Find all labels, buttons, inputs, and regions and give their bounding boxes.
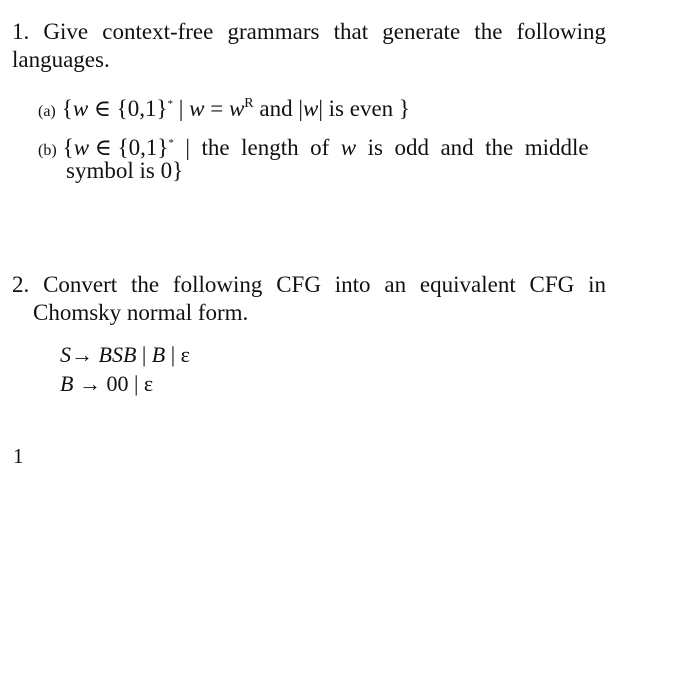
grammar-rule-b: [60, 370, 153, 398]
problem-2-line-2: [33, 299, 248, 327]
part-a-brace: {: [61, 96, 73, 121]
problem-1-line-1: [12, 18, 606, 46]
part-a-var-3: w: [228, 96, 245, 121]
part-a-var: w: [72, 96, 89, 121]
rule-s-alt-1: |: [136, 342, 152, 367]
rule-b-lhs: B: [60, 371, 74, 396]
part-a-eq: =: [204, 96, 229, 121]
rule-s-rhs-2: B: [151, 342, 166, 367]
grammar-rule-s: [60, 341, 190, 369]
rule-s-lhs: S: [60, 342, 71, 367]
part-b-mid: | the length of: [173, 135, 341, 160]
part-a-bar: |: [173, 96, 190, 121]
part-b-var-2: w: [340, 135, 357, 160]
part-b-end: is odd and the middle: [356, 135, 589, 160]
part-a-var-4: w: [302, 96, 319, 121]
part-a-even: | is even }: [318, 96, 410, 121]
problem-2-prompt-cont: Chomsky normal form.: [33, 300, 249, 325]
part-a-var-2: w: [189, 96, 205, 121]
part-a-reverse: R: [244, 96, 254, 111]
part-b-cont: symbol is 0}: [66, 158, 184, 183]
problem-1-prompt: 1. Give context-free grammars that generate the following: [12, 19, 606, 44]
rule-s-alt-2: | ε: [165, 342, 190, 367]
part-b-brace: {: [62, 135, 74, 160]
part-b-label: (b): [38, 142, 57, 159]
part-a-label: (a): [38, 103, 56, 120]
problem-1-part-b-line-2: [66, 157, 183, 185]
rule-b-rhs: → 00 | ε: [73, 371, 154, 396]
page-number: 1: [13, 444, 24, 468]
part-b-member: ∈ {0,1}: [89, 135, 169, 160]
problem-1-part-a: [38, 90, 410, 126]
part-a-star: *: [167, 98, 174, 110]
rule-s-rhs: BSB: [98, 342, 137, 367]
problem-2-prompt: 2. Convert the following CFG into an equivalent CFG in: [12, 272, 606, 297]
problem-1-prompt-cont: languages.: [12, 47, 110, 72]
part-a-member: ∈ {0,1}: [88, 96, 168, 121]
rule-s-arrow: →: [71, 342, 99, 367]
part-b-star: *: [168, 137, 174, 149]
problem-2-line-1: [12, 271, 606, 299]
part-b-var: w: [73, 135, 90, 160]
problem-1-line-2: [12, 46, 606, 74]
part-a-and: and |: [253, 96, 303, 121]
